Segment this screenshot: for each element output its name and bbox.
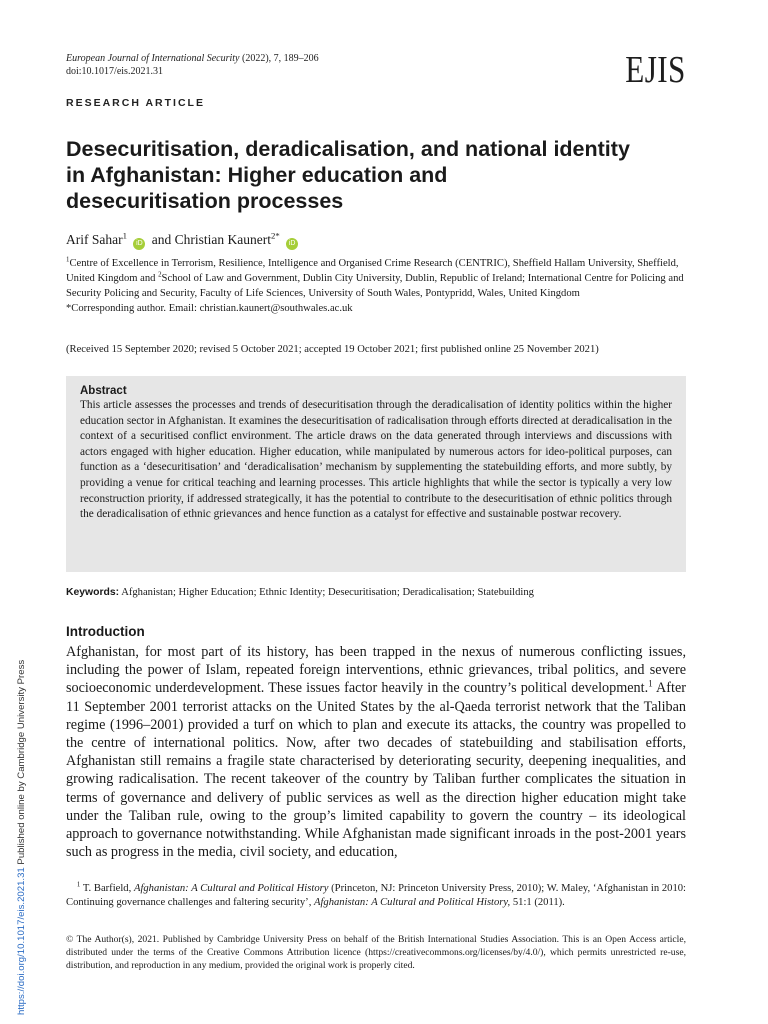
article-title <box>66 136 686 214</box>
footnote-text: Afghanistan: A Cultural and Political History <box>133 883 329 894</box>
side-published-note: Published online by Cambridge University Press <box>16 659 27 868</box>
journal-logo: EJIS <box>625 49 686 91</box>
footnote-text: Afghanistan: A Cultural and Political History, <box>314 897 511 908</box>
corresponding-author: *Corresponding author. Email: christian.kaunert@southwales.ac.uk <box>66 303 353 314</box>
article-type-label: RESEARCH ARTICLE <box>66 97 205 109</box>
abstract-box <box>66 376 686 572</box>
footnote-text: 51:1 (2011). <box>510 897 565 908</box>
affiliation-text: Centre of Excellence in Terrorism, Resilience, Intelligence and Organised Crime Research (CENTRIC), Sheffield Hallam University, Sheffield, United Kingdom and <box>66 258 679 284</box>
orcid-icon[interactable]: iD <box>133 238 145 250</box>
body-text: After 11 September 2001 terrorist attacks on the United States by the al-Qaeda terrorist network that the Taliban regime (1996–2001) provided a turf on which to plan and execute its attacks, the country was propelled to the centre of international politics. Now, after two decades of statebuilding and stabilisation efforts, Afghanistan still remains a fragile state characterised by deteriorating security, deepening inequalities, and growing radicalisation. The recent takeover of the country by Taliban further complicates the situation in terms of governance and delivery of public services as well as the direction higher education might take under the Taliban rule, owing to the group’s limited capability to govern the country – its ideological approach to governance notwithstanding. While Afghanistan made significant inroads in the post-2001 years such as progress in the media, civil society, and education, <box>66 680 686 861</box>
affiliation-text: School of Law and Government, Dublin City University, Dublin, Republic of Ireland; International Centre for Policing and Security Policing and Security, Faculty of Life Sciences, University of South Wales, Pontypridd, Wales, United Kingdom <box>66 273 684 299</box>
abstract-text: This article assesses the processes and trends of desecuritisation through the deradicalisation of identity politics within the higher education sector in Afghanistan. It examines the desecuritisation of radicalisation through efforts directed at deradicalisation in the context of a securitised conflict environment. The article draws on the data generated through interviews and discussions with actors engaged with higher education. Higher education, while manipulated by numerous actors for ideo-political purposes, can function as a ‘desecuritisation’ and ‘deradicalisation’ mechanism by supplementing the statebuilding efforts, and more subtly, by providing a venue for critical teaching and learning processes. This article highlights that while the sector is typically a very low reconstruction priority, if addressed strategically, it has the potential to contribute to the desecuritisation of ethnic politics through the deradicalisation of ethnic grievances and hence function as a catalyst for effective and sustainable postwar recovery. <box>80 399 672 521</box>
footnote <box>66 882 686 910</box>
journal-name: European Journal of International Security <box>66 53 240 64</box>
orcid-icon[interactable]: iD <box>286 238 298 250</box>
footnote-text: (Princeton, NJ: Princeton University Press, 2010); W. Maley, ‘Afghanistan in 2010: Continuing governance challenges and faltering security’, <box>66 883 686 908</box>
author-name: Arif Sahar <box>66 232 123 247</box>
side-margin-note <box>0 655 32 1015</box>
affiliation-marker: 2 <box>158 271 162 279</box>
footnote-text: T. Barfield, <box>80 883 134 894</box>
keywords-label: Keywords: <box>66 587 120 598</box>
affiliation-marker: 1 <box>122 230 127 241</box>
side-citation <box>16 660 27 1015</box>
keywords <box>66 587 534 598</box>
body-text: Afghanistan, for most part of its history, has been trapped in the nexus of numerous conflicting issues, including the power of Islam, repeated foreign interventions, ethnic grievances, tribal politics, and severe socioeconomic underdevelopment. These issues factor heavily in the country’s political development. <box>66 644 686 697</box>
author-separator: and <box>148 232 175 247</box>
journal-doi: doi:10.1017/eis.2021.31 <box>66 66 163 77</box>
introduction-text <box>66 643 686 861</box>
title-line-1: Desecuritisation, deradicalisation, and national identity <box>66 137 630 161</box>
article-history: (Received 15 September 2020; revised 5 October 2021; accepted 19 October 2021; first published online 25 November 2021) <box>66 344 599 355</box>
keywords-text: Afghanistan; Higher Education; Ethnic Identity; Desecuritisation; Deradicalisation; Statebuilding <box>119 587 534 598</box>
section-heading: Introduction <box>66 624 145 639</box>
abstract-heading: Abstract <box>80 385 127 397</box>
title-line-2: in Afghanistan: Higher education and <box>66 163 448 187</box>
license-notice: © The Author(s), 2021. Published by Cambridge University Press on behalf of the British International Studies Association. This is an Open Access article, distributed under the terms of the Creative Commons Attribution licence (https://creativecommons.org/licenses/by/4.0/), which permits unrestricted re-use, distribution, and reproduction in any medium, provided the original work is properly cited. <box>66 934 686 971</box>
affiliations <box>66 256 686 316</box>
author-list <box>66 232 301 250</box>
journal-header <box>66 52 319 78</box>
title-line-3: desecuritisation processes <box>66 189 344 213</box>
journal-meta: (2022), 7, 189–206 <box>239 53 319 64</box>
footnote-number: 1 <box>76 881 81 889</box>
author-name: Christian Kaunert <box>174 232 271 247</box>
affiliation-marker: 1 <box>66 256 70 264</box>
side-doi-link[interactable]: https://doi.org/10.1017/eis.2021.31 <box>16 867 27 1015</box>
footnote-ref[interactable]: 1 <box>648 678 653 689</box>
affiliation-marker: 2* <box>270 230 280 241</box>
